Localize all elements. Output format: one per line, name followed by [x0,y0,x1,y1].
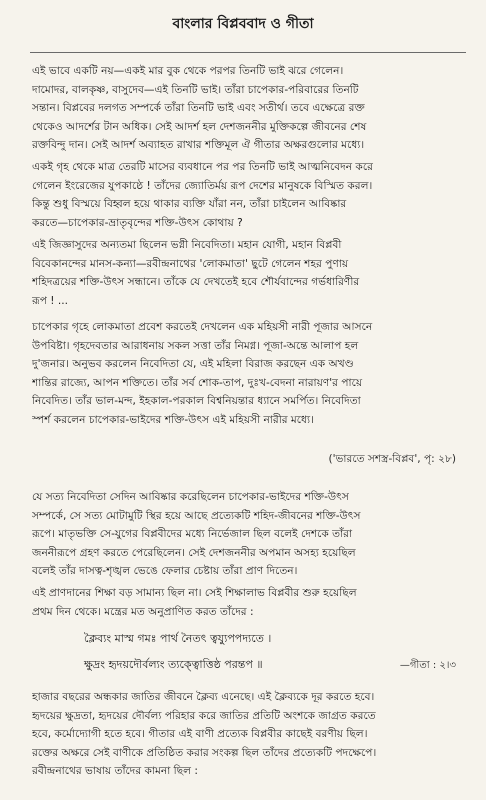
paragraph-3 [32,236,470,310]
text-line: প্রথম দিন থেকে। মন্ত্রের মত অনুপ্রাণিত করত তাঁদের : [32,605,254,618]
text-line: হাজার বছরের অন্ধকার জাতির জীবনে ক্লৈব্য এনেছে। এই ক্লৈব্যকে দূর করতে হবে। [32,691,375,703]
paragraph-7 [32,688,470,781]
text-line: কিন্তু শুধু বিস্ময়ে বিহ্বল হয়ে থাকার ব্যক্তি যাঁরা নন, তাঁরা চাইলেন আবিষ্কার [32,198,347,210]
text-line: রক্তের অক্ষরে সেই বাণীকে প্রতিষ্ঠিত করার সংকল্প ছিল তাঁদের প্রত্যেকটি পদক্ষেপে। [32,746,377,759]
text-line: জননীরূপে গ্রহণ করতে পেরেছিলেন। সেই দেশজননীর অপমান অসহ্য হয়েছিল [32,546,356,559]
text-line: গেলেন ইংরেজের যুপকাষ্ঠে ! তাঁদের জ্যোতির্ময় রূপ দেশের মানুষকে বিস্মিত করল। [32,179,373,192]
paragraph-1 [32,62,470,155]
paragraph-2 [32,158,470,232]
text-line: হবে, কর্মোদ্যোগী হতে হবে। গীতার এই বাণী প্রত্যেক বিপ্লবীর কাছেই বরণীয় ছিল। [32,728,368,740]
text-line: রক্তবিন্দু দান। সেই আদর্শ অব্যাহত রাখার শক্তিমূল ঐ গীতার অক্ষরগুলোর মধ্যে। [32,139,365,151]
running-header: বাংলার বিপ্লববাদ ও গীতা [172,16,314,32]
text-line: দামোদর, বালকৃষ্ণ, বাসুদেব—এই তিনটি ভাই। তাঁরা চাপেকার-পরিবারের তিনটি [32,83,359,96]
citation: ('ভারতে সশস্ত্র-বিপ্লব', পৃ: ২৮) [328,453,456,465]
text-line: হৃদয়ের ক্ষুদ্রতা, হৃদয়ের দৌর্বল্য পরিহার করে জাতির প্রতিটি অংশকে জাগ্রত করতে [32,709,376,722]
gita-verse-line-1: ক্লৈব্যং মাস্ম গমঃ পার্থ নৈতৎ ত্বয্যুপপদ্যতে । [84,632,272,645]
paragraph-6 [32,584,470,621]
text-line: এই প্রাণদানের শিক্ষা বড় সামান্য ছিল না। সেই শিক্ষালাভ বিপ্লবীর শুরু হয়েছিল [32,587,357,599]
text-line: বিবেকানন্দের মানস-কন্যা—রবীন্দ্রনাথের 'লোকমাতা' ছুটে গেলেন শহর পুণায় [32,257,349,270]
text-line: একই গৃহ থেকে মাত্র তেরটি মাসের ব্যবধানে পর পর তিনটি ভাই আত্মনিবেদন করে [32,161,373,173]
verse-reference: —গীতা : ২।৩ [399,660,456,671]
text-line: শহিদত্রয়ের শক্তি-উৎস সন্ধানে। তাঁকে যে দেখতেই হবে শৌর্যবান্দের গর্ভধারিণীর [32,276,360,288]
paragraph-4 [32,318,470,429]
text-line: করতে—চাপেকার-ভ্রাতৃবৃন্দের শক্তি-উৎস কোথায় ? [32,216,243,229]
text-line: সন্তান। বিপ্লবের দলগত সম্পর্কে তাঁরা তিনটি ভাই এবং সতীর্থ। তবে এক্ষেত্রে রক্ত [32,102,365,114]
paragraph-5 [32,488,470,581]
text-line: যে সত্য নিবেদিতা সেদিন আবিষ্কার করেছিলেন চাপেকার-ভাইদের শক্তি-উৎস [32,491,349,503]
text-line: বলেই তাঁর দাসত্ব-শৃঙ্খল ভেঙে ফেলার চেষ্টায় তাঁরা প্রাণ দিতেন। [32,565,298,577]
text-line: নিবেদিত। তাঁর ভাল-মন্দ, ইহকাল-পরকাল বিশ্বনিয়ন্তার ধ্যানে সমর্পিত। নিবেদিতা [32,395,361,407]
text-line: শান্তির রাজ্যে, আপন শক্তিতে। তাঁর সর্ব শোক-তাপ, দুঃখ-বেদনা নারায়ণ'র পায়ে [32,376,363,389]
header-rule [30,52,466,53]
text-line: উপবিষ্টা। গৃহদেবতার আরাধনায় সকল সত্তা তাঁর নিমগ্ন। পূজা-অন্তে আলাপ হল [32,339,359,352]
text-line: স্পর্শ করলেন চাপেকার-ভাইদের শক্তি-উৎস এই মহিয়সী নারীর মধ্যে। [32,413,314,426]
text-line: এই ভাবে একটি নয়—একই মার বুক থেকে পরপর তিনটি ভাই ঝরে গেলেন। [32,65,344,77]
text-line: এই জিজ্ঞাসুদের অন্যতমা ছিলেন ভগ্নী নিবেদিতা। মহান যোগী, মহান বিপ্লবী [32,239,342,251]
text-line: রবীন্দ্রনাথের ভাষায় তাঁদের কামনা ছিল : [32,765,198,777]
text-line: চাপেকার গৃহে লোকমাতা প্রবেশ করতেই দেখলেন এক মহিয়সী নারী পূজার আসনে [32,321,373,333]
gita-verse-line-2: ক্ষুদ্রং হৃদয়দৌর্বল্যং ত্যক্ত্বোত্তিষ্ঠ পরন্তপ ॥ [84,658,263,671]
text-line: সম্পর্কে, সে সত্য মোটামুটি স্থির হয়ে আছে প্রত্যেকটি শহিদ-জীবনের শক্তি-উৎস [32,509,361,522]
text-line: দু'জনার। অনুভব করলেন নিবেদিতা যে, এই মহিলা বিরাজ করছেন এক অখণ্ড [32,358,354,370]
text-line: থেকেও আদর্শের টান অধিক। সেই আদর্শ হল দেশজননীর মুক্তিকল্পে জীবনের শেষ [32,120,367,133]
text-line: রূপে। মাতৃভক্তি সে-যুগের বিপ্লবীদের মধ্যে নির্ভেজাল ছিল বলেই দেশকে তাঁরা [32,528,353,540]
text-line: রূপ ! ... [32,294,68,307]
